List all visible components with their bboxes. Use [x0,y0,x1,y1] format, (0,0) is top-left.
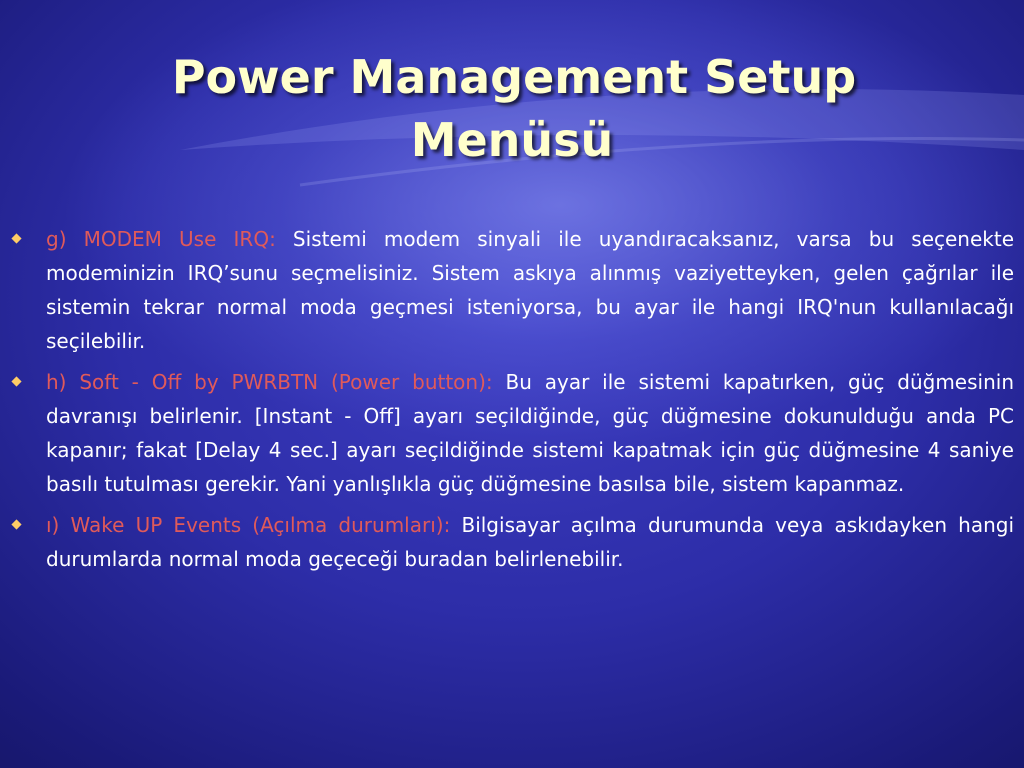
bullet-list [12,222,1014,583]
bullet-text: Bu ayar ile sistemi kapatırken, güç düğmesinin davranışı belirlenir. [Instant - Off] ayarı seçildiğinde, güç düğmesine dokunulduğu anda PC kapanır; fakat [Delay 4 sec.] ayarı seçildiğinde sistemi kapatmak için güç düğmesine 4 saniye basılı tutulması gerekir. Yani yanlışlıkla güç düğmesine basılsa bile, sistem kapanmaz. [46,370,1014,496]
bullet-item-soft-off [12,365,1014,501]
diamond-bullet-icon [11,519,21,529]
bullet-label: g) MODEM Use IRQ: [46,227,276,251]
bullet-item-modem-irq [12,222,1014,358]
slide-title [0,46,1024,172]
title-line-1: Power Management Setup [171,50,857,104]
bullet-text: Bilgisayar açılma durumunda veya askıdayken hangi durumlarda normal moda geçeceği buradan belirlenebilir. [46,513,1015,571]
bullet-label: ı) Wake UP Events (Açılma durumları): [46,513,451,537]
diamond-bullet-icon [11,233,21,243]
title-line-2: Menüsü [410,113,614,167]
bullet-label: h) Soft - Off by PWRBTN (Power button): [46,370,493,394]
bullet-item-wake-up-events [12,508,1014,576]
diamond-bullet-icon [11,376,21,386]
bullet-text: Sistemi modem sinyali ile uyandıracaksanız, varsa bu seçenekte modeminizin IRQ’sunu seçmelisiniz. Sistem askıya alınmış vaziyetteyken, gelen çağrılar ile sistemin tekrar normal moda geçmesi isteniyorsa, bu ayar ile hangi IRQ'nun kullanılacağı seçilebilir. [46,227,1015,353]
